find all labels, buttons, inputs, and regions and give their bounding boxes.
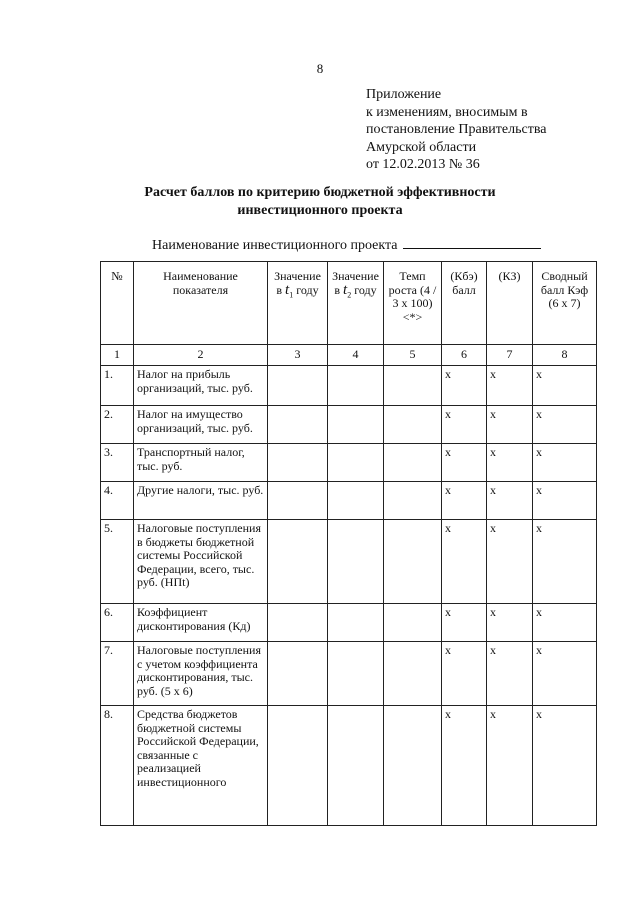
- row-number: 2.: [101, 406, 134, 444]
- cell-empty: [268, 482, 328, 520]
- project-name-label: Наименование инвестиционного проекта: [152, 238, 398, 253]
- cell-empty: [384, 520, 442, 604]
- column-number: 2: [134, 345, 268, 366]
- cell-empty: [384, 444, 442, 482]
- cell-empty: [328, 366, 384, 406]
- column-number: 1: [101, 345, 134, 366]
- cell-mark: х: [487, 642, 533, 706]
- cell-mark: х: [487, 366, 533, 406]
- row-indicator-name: Транспортный налог, тыс. руб.: [134, 444, 268, 482]
- cell-mark: х: [442, 604, 487, 642]
- cell-mark: х: [533, 706, 597, 826]
- cell-empty: [268, 604, 328, 642]
- title-line: инвестиционного проекта: [237, 203, 403, 218]
- cell-mark: х: [442, 366, 487, 406]
- cell-empty: [328, 604, 384, 642]
- cell-empty: [384, 366, 442, 406]
- row-number: 3.: [101, 444, 134, 482]
- column-number: 5: [384, 345, 442, 366]
- cell-mark: х: [442, 406, 487, 444]
- cell-empty: [268, 444, 328, 482]
- title-line: Расчет баллов по критерию бюджетной эффективности: [144, 185, 496, 200]
- appendix-line: Амурской области: [366, 139, 477, 155]
- cell-empty: [328, 482, 384, 520]
- table-row: [101, 444, 597, 482]
- cell-mark: х: [442, 642, 487, 706]
- cell-mark: х: [487, 444, 533, 482]
- table-header-row: [101, 262, 597, 345]
- cell-empty: [328, 520, 384, 604]
- row-indicator-name: Налоговые поступления с учетом коэффициента дисконтирования, тыс. руб. (5 х 6): [134, 642, 268, 706]
- cell-mark: х: [487, 706, 533, 826]
- header-summary: Сводный балл Кэф (6 х 7): [533, 262, 597, 345]
- calculation-table: [100, 261, 597, 826]
- cell-empty: [384, 406, 442, 444]
- appendix-line: к изменениям, вносимым в: [366, 104, 528, 120]
- cell-empty: [328, 706, 384, 826]
- column-number: 7: [487, 345, 533, 366]
- cell-mark: х: [442, 706, 487, 826]
- appendix-block: [366, 86, 546, 174]
- cell-mark: х: [487, 406, 533, 444]
- header-value-label: Значение: [274, 269, 321, 283]
- cell-mark: х: [487, 482, 533, 520]
- table-row: [101, 520, 597, 604]
- row-indicator-name: Коэффициент дисконтирования (Кд): [134, 604, 268, 642]
- table-row: [101, 482, 597, 520]
- cell-mark: х: [533, 642, 597, 706]
- cell-empty: [268, 520, 328, 604]
- cell-empty: [384, 604, 442, 642]
- cell-empty: [268, 706, 328, 826]
- header-kz: (КЗ): [487, 262, 533, 345]
- row-indicator-name: Налоговые поступления в бюджеты бюджетной системы Российской Федерации, всего, тыс. руб. (НПt): [134, 520, 268, 604]
- column-number-row: [101, 345, 597, 366]
- cell-mark: х: [533, 406, 597, 444]
- table-row: [101, 366, 597, 406]
- table-row: [101, 642, 597, 706]
- cell-mark: х: [533, 444, 597, 482]
- row-number: 4.: [101, 482, 134, 520]
- appendix-line: Приложение: [366, 87, 442, 102]
- header-value-period: в $t_2$ году: [334, 281, 377, 299]
- row-indicator-name: Средства бюджетов бюджетной системы Российской Федерации, связанные с реализацией инвестиционного: [134, 706, 268, 826]
- document-title: [0, 184, 640, 220]
- header-value-t2: [328, 262, 384, 345]
- cell-empty: [384, 642, 442, 706]
- cell-mark: х: [487, 520, 533, 604]
- cell-mark: х: [533, 604, 597, 642]
- page-number: 8: [316, 61, 324, 76]
- cell-mark: х: [533, 520, 597, 604]
- cell-empty: [384, 706, 442, 826]
- cell-mark: х: [533, 482, 597, 520]
- table-row: [101, 406, 597, 444]
- cell-empty: [384, 482, 442, 520]
- row-number: 6.: [101, 604, 134, 642]
- row-indicator-name: Другие налоги, тыс. руб.: [134, 482, 268, 520]
- appendix-line: постановление Правительства: [366, 122, 547, 137]
- row-number: 8.: [101, 706, 134, 826]
- cell-mark: х: [487, 604, 533, 642]
- row-number: 1.: [101, 366, 134, 406]
- cell-mark: х: [442, 444, 487, 482]
- table-row: [101, 604, 597, 642]
- row-number: 7.: [101, 642, 134, 706]
- row-indicator-name: Налог на имущество организаций, тыс. руб.: [134, 406, 268, 444]
- cell-empty: [328, 406, 384, 444]
- header-kbe: (Кбэ) балл: [442, 262, 487, 345]
- header-value-t1: [268, 262, 328, 345]
- header-value-label: Значение: [332, 269, 379, 283]
- cell-empty: [268, 406, 328, 444]
- column-number: 4: [328, 345, 384, 366]
- cell-mark: х: [442, 482, 487, 520]
- project-name-blank: [403, 236, 541, 249]
- cell-mark: х: [442, 520, 487, 604]
- header-value-period: в $t_1$ году: [276, 281, 319, 299]
- project-name-line: [152, 236, 541, 254]
- column-number: 8: [533, 345, 597, 366]
- cell-empty: [328, 444, 384, 482]
- row-number: 5.: [101, 520, 134, 604]
- header-growth: Темп роста (4 / 3 х 100) <*>: [384, 262, 442, 345]
- header-name: Наименование показателя: [134, 262, 268, 345]
- header-num: №: [101, 262, 134, 345]
- cell-empty: [328, 642, 384, 706]
- cell-empty: [268, 642, 328, 706]
- cell-empty: [268, 366, 328, 406]
- row-indicator-name: Налог на прибыль организаций, тыс. руб.: [134, 366, 268, 406]
- column-number: 6: [442, 345, 487, 366]
- appendix-line: от 12.02.2013 № 36: [366, 157, 480, 172]
- table-row: [101, 706, 597, 826]
- cell-mark: х: [533, 366, 597, 406]
- column-number: 3: [268, 345, 328, 366]
